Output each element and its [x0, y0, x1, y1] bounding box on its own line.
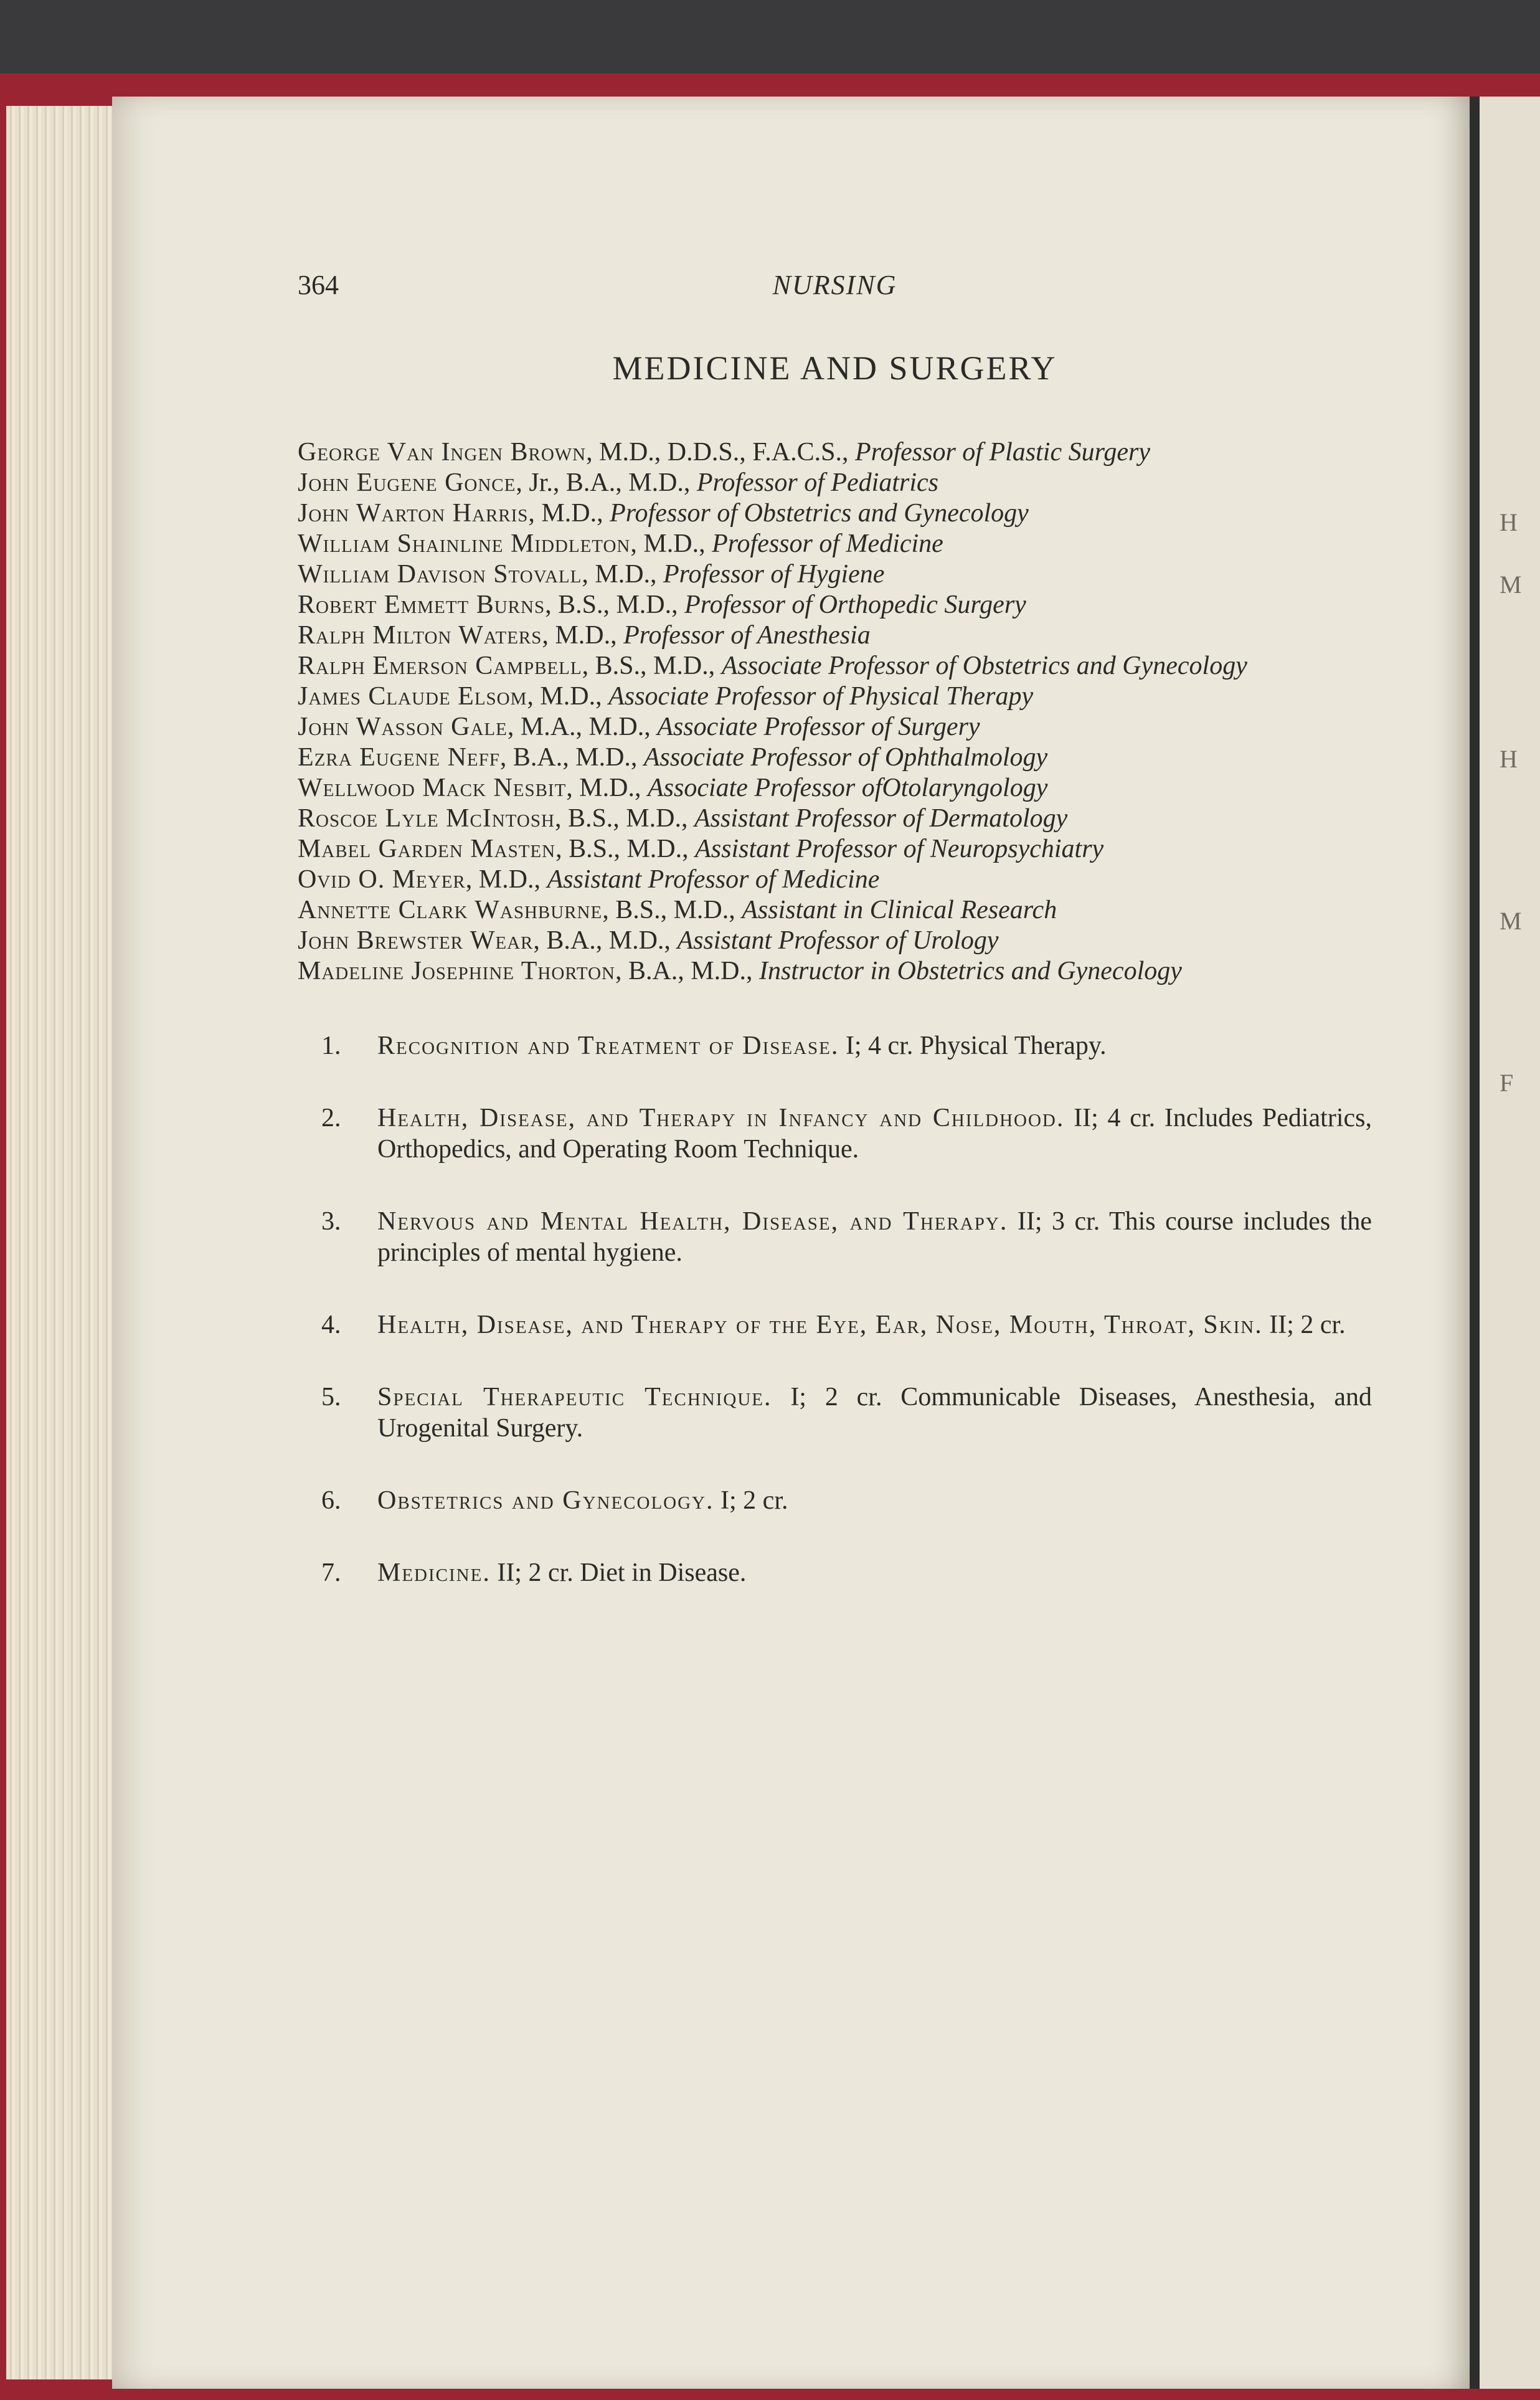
faculty-credentials: , Jr., B.A., M.D.,	[516, 468, 697, 497]
faculty-name: John Warton Harris	[298, 499, 529, 528]
ghost-letter: H	[1500, 508, 1518, 536]
faculty-entry	[298, 804, 1372, 834]
faculty-name: Mabel Garden Masten	[298, 835, 556, 863]
faculty-title: Professor of Orthopedic Surgery	[684, 591, 1026, 619]
faculty-title: Associate Professor ofOtolaryngology	[647, 774, 1048, 802]
faculty-credentials: , M.A., M.D.,	[507, 713, 658, 741]
faculty-entry	[298, 498, 1372, 529]
faculty-list	[298, 437, 1372, 987]
faculty-name: John Brewster Wear	[298, 926, 534, 955]
faculty-credentials: , M.D., D.D.S., F.A.C.S.,	[586, 438, 855, 467]
faculty-entry	[298, 651, 1372, 681]
course-entry	[298, 1382, 1372, 1444]
course-entry	[298, 1103, 1372, 1165]
course-number: 4.	[321, 1311, 341, 1339]
faculty-entry	[298, 865, 1372, 895]
course-list	[298, 1030, 1372, 1588]
page-edges	[6, 106, 118, 2379]
faculty-name: George Van Ingen Brown	[298, 438, 587, 467]
course-title: Health, Disease, and Therapy in Infancy and Childhood.	[377, 1104, 1065, 1132]
faculty-entry	[298, 895, 1372, 926]
faculty-credentials: , B.S., M.D.,	[554, 804, 694, 833]
faculty-title: Professor of Plastic Surgery	[855, 438, 1151, 467]
course-title: Nervous and Mental Health, Disease, and Therapy.	[377, 1207, 1008, 1236]
faculty-credentials: , B.S., M.D.,	[582, 652, 722, 680]
faculty-credentials: , M.D.,	[527, 682, 609, 711]
faculty-title: Associate Professor of Ophthalmology	[643, 743, 1048, 772]
course-details: I; 2 cr. Communicable Diseases, Anesthesia, and Urogenital Surgery.	[377, 1383, 1372, 1443]
faculty-entry	[298, 468, 1372, 498]
faculty-credentials: , M.D.,	[465, 865, 547, 894]
faculty-credentials: , B.S., M.D.,	[555, 835, 696, 863]
faculty-title: Professor of Medicine	[712, 529, 943, 558]
faculty-title: Associate Professor of Obstetrics and Gynecology	[721, 652, 1247, 680]
faculty-entry	[298, 742, 1372, 773]
faculty-name: Wellwood Mack Nesbit	[298, 774, 567, 802]
faculty-name: Roscoe Lyle McIntosh	[298, 804, 555, 833]
faculty-title: Associate Professor of Physical Therapy	[608, 682, 1034, 711]
page-header	[298, 262, 1372, 305]
course-entry	[298, 1030, 1372, 1061]
faculty-title: Professor of Anesthesia	[623, 621, 871, 650]
running-head: NURSING	[772, 270, 897, 300]
faculty-credentials: , B.A., M.D.,	[499, 743, 644, 772]
faculty-entry	[298, 926, 1372, 956]
faculty-name: Robert Emmett Burns	[298, 591, 546, 619]
facing-page-edge	[1470, 97, 1540, 2389]
course-details: II; 4 cr. Includes Pediatrics, Orthopedics, and Operating Room Technique.	[377, 1104, 1372, 1164]
faculty-credentials: , B.A., M.D.,	[615, 957, 759, 985]
faculty-title: Assistant Professor of Neuropsychiatry	[695, 835, 1104, 863]
faculty-name: Ralph Emerson Campbell	[298, 652, 582, 680]
faculty-credentials: , M.D.,	[630, 529, 712, 558]
faculty-title: Associate Professor of Surgery	[657, 713, 980, 741]
faculty-name: Ovid O. Meyer	[298, 865, 466, 894]
course-title: Medicine.	[377, 1558, 491, 1587]
faculty-entry	[298, 620, 1372, 651]
ghost-letter: M	[1500, 907, 1522, 935]
faculty-title: Professor of Pediatrics	[696, 468, 939, 497]
faculty-title: Instructor in Obstetrics and Gynecology	[758, 957, 1182, 985]
course-number: 7.	[321, 1558, 341, 1587]
course-entry	[298, 1309, 1372, 1340]
course-title: Recognition and Treatment of Disease.	[377, 1032, 839, 1060]
course-number: 5.	[321, 1383, 341, 1411]
course-entry	[298, 1485, 1372, 1516]
page-content	[298, 262, 1372, 1629]
course-details: I; 4 cr. Physical Therapy.	[839, 1032, 1107, 1060]
ghost-letter: F	[1500, 1069, 1514, 1097]
faculty-entry	[298, 437, 1372, 468]
faculty-entry	[298, 712, 1372, 742]
faculty-title: Professor of Hygiene	[663, 560, 885, 589]
course-number: 3.	[321, 1207, 341, 1236]
faculty-entry	[298, 834, 1372, 865]
faculty-credentials: , M.D.,	[542, 621, 624, 650]
faculty-title: Assistant Professor of Dermatology	[694, 804, 1068, 833]
course-details: II; 2 cr. Diet in Disease.	[490, 1558, 747, 1587]
course-entry	[298, 1557, 1372, 1588]
course-details: II; 3 cr. This course includes the principles of mental hygiene.	[377, 1207, 1372, 1267]
faculty-entry	[298, 559, 1372, 590]
faculty-name: Ralph Milton Waters	[298, 621, 542, 650]
course-details: I; 2 cr.	[714, 1486, 788, 1515]
faculty-title: Professor of Obstetrics and Gynecology	[610, 499, 1029, 528]
course-number: 2.	[321, 1104, 341, 1132]
faculty-name: James Claude Elsom	[298, 682, 527, 711]
faculty-credentials: , B.S., M.D.,	[602, 896, 742, 924]
course-details: II; 2 cr.	[1262, 1311, 1346, 1339]
faculty-entry	[298, 773, 1372, 804]
faculty-name: John Wasson Gale	[298, 713, 508, 741]
faculty-name: William Davison Stovall	[298, 560, 582, 589]
faculty-name: John Eugene Gonce	[298, 468, 516, 497]
faculty-entry	[298, 681, 1372, 712]
faculty-entry	[298, 590, 1372, 620]
course-title: Special Therapeutic Technique.	[377, 1383, 772, 1411]
faculty-title: Assistant Professor of Urology	[677, 926, 999, 955]
faculty-credentials: , B.S., M.D.,	[545, 591, 685, 619]
section-title: MEDICINE AND SURGERY	[612, 349, 1057, 387]
course-number: 6.	[321, 1486, 341, 1515]
ghost-letter: H	[1500, 745, 1518, 773]
faculty-credentials: , B.A., M.D.,	[533, 926, 678, 955]
faculty-title: Assistant in Clinical Research	[742, 896, 1057, 924]
faculty-credentials: , M.D.,	[528, 499, 610, 528]
faculty-name: Ezra Eugene Neff	[298, 743, 500, 772]
faculty-name: William Shainline Middleton	[298, 529, 631, 558]
faculty-name: Madeline Josephine Thorton	[298, 957, 615, 985]
course-number: 1.	[321, 1032, 341, 1060]
course-title: Health, Disease, and Therapy of the Eye, Ear, Nose, Mouth, Throat, Skin.	[377, 1311, 1263, 1339]
faculty-entry	[298, 956, 1372, 987]
page-number: 364	[298, 270, 339, 300]
faculty-name: Annette Clark Washburne	[298, 896, 603, 924]
course-title: Obstetrics and Gynecology.	[377, 1486, 714, 1515]
ghost-letter: M	[1500, 571, 1522, 599]
faculty-credentials: , M.D.,	[582, 560, 664, 589]
faculty-credentials: , M.D.,	[566, 774, 648, 802]
course-entry	[298, 1206, 1372, 1268]
faculty-title: Assistant Professor of Medicine	[547, 865, 880, 894]
faculty-entry	[298, 529, 1372, 559]
